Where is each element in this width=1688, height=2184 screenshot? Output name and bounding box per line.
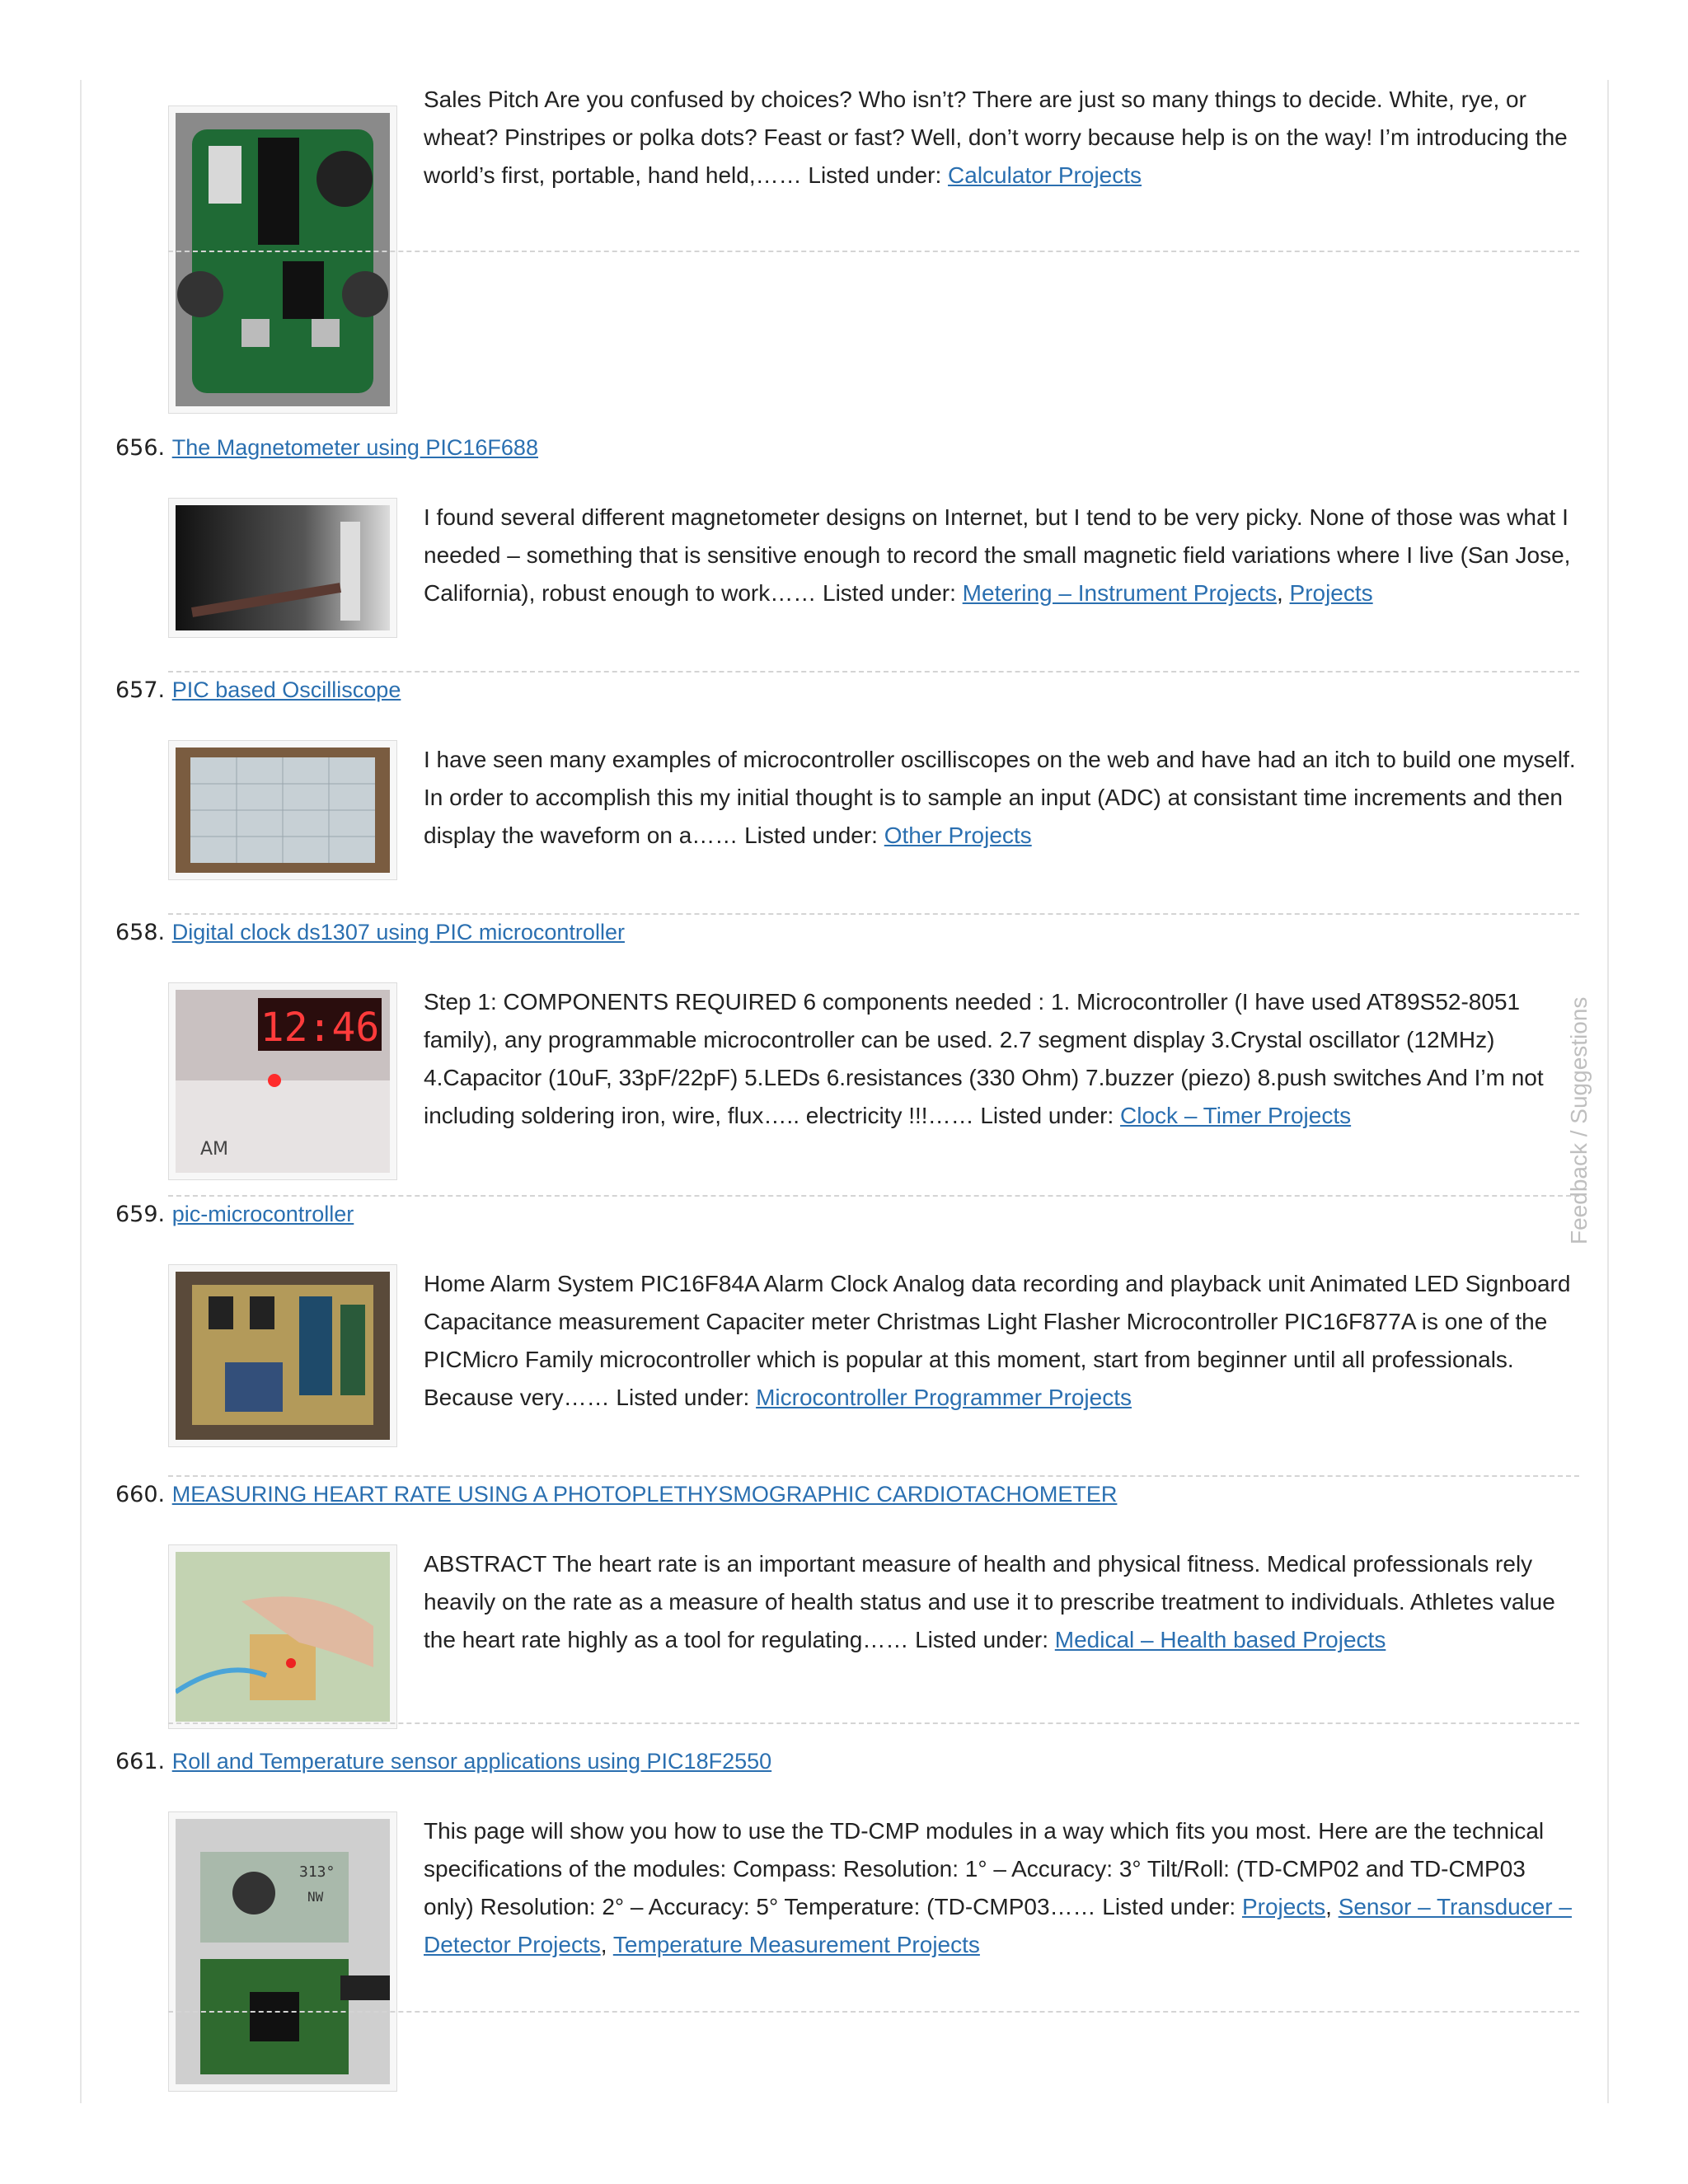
clock-display-text: 12:46 [260, 1005, 380, 1051]
divider [168, 1195, 1579, 1197]
project-description: Home Alarm System PIC16F84A Alarm Clock Analog data recording and playback unit Animated LED Signboard Capacitance measurement Capaciter meter Christmas Light Flasher Microcontroller PIC16F877A is one of the PICMicro Family microcontroller which is popular at this moment, start from beginner until all professionals. Because very…… Listed under: Microcontroller Programmer Projects [424, 1271, 1571, 1410]
feedback-tab[interactable]: Feedback / Suggestions [1566, 996, 1592, 1244]
board-illustration [176, 1272, 390, 1440]
pcb-illustration [176, 113, 390, 406]
category-link[interactable]: Sensor – Transducer – Detector Projects [424, 1894, 1572, 1957]
lcd-nw-text: NW [307, 1889, 324, 1905]
entry-heading [115, 920, 625, 945]
listed-under-label: Listed under: [980, 1103, 1114, 1128]
listed-under-label: Listed under: [616, 1385, 750, 1410]
project-description: I found several different magnetometer designs on Internet, but I tend to be very picky. None of those was what I needed – something that is sensitive enough to record the small magnetic field variations where I live (San Jose, California), robust enough to work…… Listed under: Metering – Instrument Projects, Projects [424, 504, 1571, 606]
alarm-board-image [176, 1272, 390, 1440]
lcd-board-illustration [176, 1819, 390, 2084]
oscilloscope-illustration [176, 748, 390, 873]
project-description: ABSTRACT The heart rate is an important measure of health and physical fitness. Medical professionals rely heavily on the rate as a measure of health status and use it to prescribe treatment to individuals. Athletes value the heart rate highly as a tool for regulating…… Listed under: Medical – Health based Projects [424, 1551, 1555, 1652]
project-thumbnail[interactable] [168, 1264, 397, 1447]
category-link[interactable]: Microcontroller Programmer Projects [756, 1385, 1132, 1410]
category-link[interactable]: Projects [1241, 1894, 1326, 1919]
category-link[interactable]: Clock – Timer Projects [1120, 1103, 1352, 1128]
project-description: I have seen many examples of microcontroller oscilliscopes on the web and have had an itch to build one myself. In order to accomplish this my initial thought is to sample an input (ADC) at consistant time increments and then display the waveform on a…… Listed under: Other Projects [424, 747, 1576, 848]
divider [168, 2011, 1579, 2013]
project-thumbnail[interactable] [168, 982, 397, 1180]
entry-heading [115, 1482, 1117, 1507]
listed-under-label: Listed under: [1102, 1894, 1236, 1919]
entry-number: 661. [115, 1749, 166, 1774]
divider [168, 1475, 1579, 1477]
heart-rate-illustration [176, 1552, 390, 1722]
right-border [1607, 80, 1609, 2103]
entry-heading [115, 1749, 771, 1774]
entry-number: 658. [115, 920, 166, 945]
entry-title-link[interactable]: pic-microcontroller [171, 1202, 354, 1226]
entry-heading [115, 1202, 354, 1227]
lcd-display-text: 313° [299, 1863, 335, 1881]
project-thumbnail[interactable] [168, 1544, 397, 1729]
category-link[interactable]: Calculator Projects [948, 162, 1142, 188]
listed-under-label: Listed under: [744, 823, 878, 848]
clock-illustration [176, 990, 390, 1173]
entry-title-link[interactable]: MEASURING HEART RATE USING A PHOTOPLETHYSMOGRAPHIC CARDIOTACHOMETER [171, 1482, 1118, 1507]
project-description: This page will show you how to use the TD-CMP modules in a way which fits you most. Here are the technical specifications of the modules: Compass: Resolution: 1° – Accuracy: 3° Tilt/Roll: (TD-CMP02 and TD-CMP03 only) Resolution: 2° – Accuracy: 5° Temperature: (TD-CMP03…… Listed under: Projects, Sensor – Transducer – Detector Projects, Temperature Measurement Projects [424, 1818, 1572, 1957]
pcb-image [176, 113, 390, 406]
category-link[interactable]: Medical – Health based Projects [1054, 1627, 1386, 1652]
magnetometer-image [176, 505, 390, 630]
project-thumbnail[interactable] [168, 498, 397, 638]
divider [168, 671, 1579, 673]
entry-title-link[interactable]: Roll and Temperature sensor applications using PIC18F2550 [171, 1749, 772, 1774]
clock-am-text: AM [200, 1139, 229, 1160]
project-thumbnail[interactable] [168, 1811, 397, 2092]
entry-title-link[interactable]: The Magnetometer using PIC16F688 [171, 435, 538, 460]
category-link[interactable]: Projects [1289, 580, 1373, 606]
entry-number: 657. [115, 677, 166, 703]
project-description: Step 1: COMPONENTS REQUIRED 6 components needed : 1. Microcontroller (I have used AT89S52-8051 family), any programmable microcontroller can be used. 2.7 segment display 3.Crystal oscillator (12MHz) 4.Capacitor (10uF, 33pF/22pF) 5.LEDs 6.resistances (330 Ohm) 7.buzzer (piezo) 8.push switches And I’m not including soldering iron, wire, flux….. electricity !!!…… Listed under: Clock – Timer Projects [424, 989, 1544, 1128]
entry-heading [115, 677, 401, 703]
entry-number: 659. [115, 1202, 166, 1227]
category-link[interactable]: Metering – Instrument Projects [962, 580, 1277, 606]
left-border [80, 80, 82, 2103]
divider [168, 251, 1579, 252]
entry-number: 660. [115, 1482, 166, 1507]
roll-temperature-image [176, 1819, 390, 2084]
entry-heading [115, 435, 538, 461]
project-thumbnail[interactable] [168, 740, 397, 880]
project-thumbnail[interactable] [168, 105, 397, 414]
entry-title-link[interactable]: PIC based Oscilliscope [171, 677, 401, 702]
heart-rate-image [176, 1552, 390, 1722]
divider [168, 913, 1579, 915]
listed-under-label: Listed under: [915, 1627, 1048, 1652]
magnetometer-illustration [176, 505, 390, 630]
oscilloscope-image [176, 748, 390, 873]
category-link[interactable]: Temperature Measurement Projects [612, 1932, 980, 1957]
digital-clock-image [176, 990, 390, 1173]
category-link[interactable]: Other Projects [884, 823, 1032, 848]
entry-title-link[interactable]: Digital clock ds1307 using PIC microcontroller [171, 920, 625, 944]
entry-number: 656. [115, 435, 166, 461]
project-description: Sales Pitch Are you confused by choices? Who isn’t? There are just so many things to decide. White, rye, or wheat? Pinstripes or polka dots? Feast or fast? Well, don’t worry because help is on the way! I’m introducing the world’s first, portable, hand held,…… Listed under: Calculator Projects [424, 87, 1568, 188]
listed-under-label: Listed under: [808, 162, 942, 188]
divider [168, 1722, 1579, 1724]
listed-under-label: Listed under: [823, 580, 956, 606]
